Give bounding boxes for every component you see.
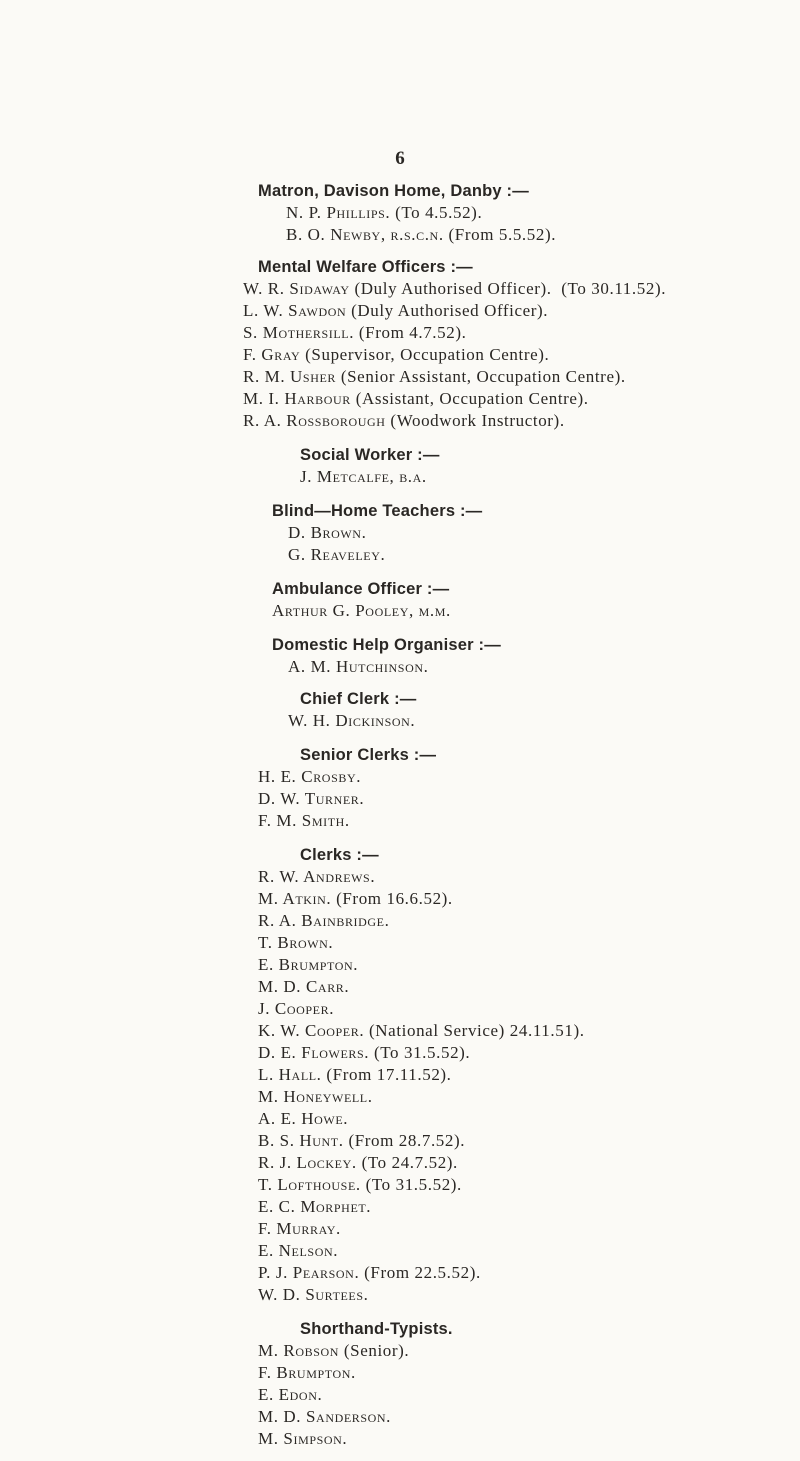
staff-name: E. C. Morphet.	[258, 1197, 372, 1216]
staff-name: F. Brumpton.	[258, 1363, 356, 1382]
section-heading: Mental Welfare Officers :—	[258, 258, 473, 276]
staff-name: F. Murray.	[258, 1219, 341, 1238]
staff-detail: (From 17.11.52).	[321, 1065, 452, 1084]
staff-entry	[258, 1240, 788, 1262]
staff-entry	[243, 278, 788, 300]
staff-name: M. I. Harbour	[243, 389, 351, 408]
staff-entry	[243, 410, 788, 432]
staff-entry	[258, 810, 788, 832]
staff-detail: (Senior Assistant, Occupation Centre).	[336, 367, 626, 386]
section-social	[258, 444, 788, 488]
staff-name: E. Edon.	[258, 1385, 323, 1404]
section-heading: Social Worker :—	[300, 446, 440, 464]
page-number: 6	[395, 148, 405, 169]
staff-name: M. D. Carr.	[258, 977, 350, 996]
staff-name: K. W. Cooper.	[258, 1021, 365, 1040]
staff-name: W. H. Dickinson.	[288, 711, 416, 730]
staff-name: R. A. Bainbridge.	[258, 911, 390, 930]
staff-entry	[258, 1406, 788, 1428]
staff-entry	[258, 910, 788, 932]
staff-detail: (To 31.5.52).	[360, 1175, 462, 1194]
staff-detail: (National Service) 24.11.51).	[364, 1021, 585, 1040]
section-gap	[258, 488, 788, 500]
staff-name: L. Hall.	[258, 1065, 322, 1084]
staff-detail: (To 31.5.52).	[369, 1043, 471, 1062]
staff-name: R. M. Usher	[243, 367, 337, 386]
staff-entry	[258, 1152, 788, 1174]
staff-name: T. Lofthouse.	[258, 1175, 361, 1194]
staff-entry	[258, 766, 788, 788]
staff-name: F. Gray	[243, 345, 301, 364]
staff-entry	[243, 344, 788, 366]
staff-entry	[258, 1384, 788, 1406]
staff-name: J. Metcalfe, b.a.	[300, 467, 427, 486]
staff-name: N. P. Phillips.	[286, 203, 391, 222]
staff-name: W. D. Surtees.	[258, 1285, 369, 1304]
staff-name: A. M. Hutchinson.	[288, 657, 429, 676]
staff-entry	[272, 600, 788, 622]
staff-detail: (From 16.6.52).	[331, 889, 453, 908]
staff-entry	[258, 1174, 788, 1196]
section-gap	[258, 832, 788, 844]
staff-name: P. J. Pearson.	[258, 1263, 360, 1282]
staff-entry	[288, 522, 788, 544]
staff-entry	[288, 656, 788, 678]
staff-entry	[258, 1284, 788, 1306]
staff-name: D. Brown.	[288, 523, 367, 542]
staff-name: Arthur G. Pooley, m.m.	[272, 601, 451, 620]
staff-name: E. Brumpton.	[258, 955, 359, 974]
section-heading: Blind—Home Teachers :—	[272, 502, 483, 520]
staff-entry	[258, 1262, 788, 1284]
staff-entry	[286, 202, 788, 224]
staff-entry	[258, 866, 788, 888]
staff-name: L. W. Sawdon	[243, 301, 347, 320]
staff-list	[243, 180, 788, 1450]
staff-entry	[258, 1196, 788, 1218]
staff-detail: (Assistant, Occupation Centre).	[350, 389, 589, 408]
section-amb	[258, 578, 788, 622]
staff-entry	[258, 954, 788, 976]
staff-detail: (From 5.5.52).	[443, 225, 557, 244]
staff-entry	[258, 888, 788, 910]
staff-detail: (From 4.7.52).	[354, 323, 467, 342]
staff-entry	[243, 366, 788, 388]
section-gap	[258, 622, 788, 634]
staff-name: T. Brown.	[258, 933, 334, 952]
staff-entry	[258, 1428, 788, 1450]
staff-entry	[258, 976, 788, 998]
staff-entry	[258, 788, 788, 810]
staff-name: J. Cooper.	[258, 999, 335, 1018]
staff-name: M. Atkin.	[258, 889, 332, 908]
staff-name: M. Simpson.	[258, 1429, 348, 1448]
staff-name: E. Nelson.	[258, 1241, 339, 1260]
staff-entry	[286, 224, 788, 246]
staff-entry	[288, 544, 788, 566]
section-heading: Shorthand-Typists.	[300, 1320, 453, 1338]
staff-entry	[258, 1064, 788, 1086]
staff-name: H. E. Crosby.	[258, 767, 362, 786]
section-short	[258, 1318, 788, 1450]
section-matron	[258, 180, 788, 246]
staff-entry	[258, 998, 788, 1020]
section-heading: Chief Clerk :—	[300, 690, 417, 708]
staff-name: G. Reaveley.	[288, 545, 386, 564]
staff-name: S. Mothersill.	[243, 323, 355, 342]
staff-detail: (Duly Authorised Officer). (To 30.11.52).	[349, 279, 667, 298]
staff-entry	[243, 300, 788, 322]
staff-name: M. Honeywell.	[258, 1087, 373, 1106]
staff-detail: (To 24.7.52).	[356, 1153, 458, 1172]
staff-name: B. O. Newby, r.s.c.n.	[286, 225, 444, 244]
staff-entry	[243, 388, 788, 410]
section-gap	[258, 246, 788, 256]
staff-entry	[258, 1340, 788, 1362]
staff-name: B. S. Hunt.	[258, 1131, 344, 1150]
section-gap	[258, 566, 788, 578]
section-gap	[258, 432, 788, 444]
staff-entry	[258, 1086, 788, 1108]
staff-name: A. E. Howe.	[258, 1109, 349, 1128]
section-mwo	[243, 256, 788, 432]
staff-name: R. J. Lockey.	[258, 1153, 357, 1172]
section-clerks	[258, 844, 788, 1306]
staff-name: R. W. Andrews.	[258, 867, 376, 886]
staff-entry	[258, 1020, 788, 1042]
staff-name: D. W. Turner.	[258, 789, 365, 808]
staff-entry	[243, 322, 788, 344]
section-gap	[258, 678, 788, 688]
section-chief	[258, 688, 788, 732]
staff-name: D. E. Flowers.	[258, 1043, 370, 1062]
section-dom	[258, 634, 788, 678]
staff-name: W. R. Sidaway	[243, 279, 350, 298]
section-heading: Clerks :—	[300, 846, 379, 864]
staff-detail: (Senior).	[339, 1341, 410, 1360]
staff-name: M. D. Sanderson.	[258, 1407, 392, 1426]
staff-entry	[258, 1362, 788, 1384]
staff-entry	[258, 1218, 788, 1240]
section-heading: Ambulance Officer :—	[272, 580, 450, 598]
section-heading: Senior Clerks :—	[300, 746, 437, 764]
staff-entry	[258, 1130, 788, 1152]
section-blind	[258, 500, 788, 566]
staff-entry	[258, 1108, 788, 1130]
staff-detail: (To 4.5.52).	[390, 203, 483, 222]
staff-detail: (Duly Authorised Officer).	[346, 301, 549, 320]
staff-entry	[300, 466, 788, 488]
section-heading: Matron, Davison Home, Danby :—	[258, 182, 529, 200]
staff-entry	[258, 932, 788, 954]
section-gap	[258, 732, 788, 744]
staff-name: R. A. Rossborough	[243, 411, 386, 430]
staff-entry	[288, 710, 788, 732]
section-gap	[258, 1306, 788, 1318]
section-senior	[258, 744, 788, 832]
staff-name: M. Robson	[258, 1341, 340, 1360]
staff-entry	[258, 1042, 788, 1064]
section-heading: Domestic Help Organiser :—	[272, 636, 501, 654]
staff-detail: (From 28.7.52).	[343, 1131, 466, 1150]
staff-detail: (Supervisor, Occupation Centre).	[300, 345, 550, 364]
staff-detail: (Woodwork Instructor).	[385, 411, 565, 430]
staff-detail: (From 22.5.52).	[359, 1263, 481, 1282]
staff-name: F. M. Smith.	[258, 811, 350, 830]
